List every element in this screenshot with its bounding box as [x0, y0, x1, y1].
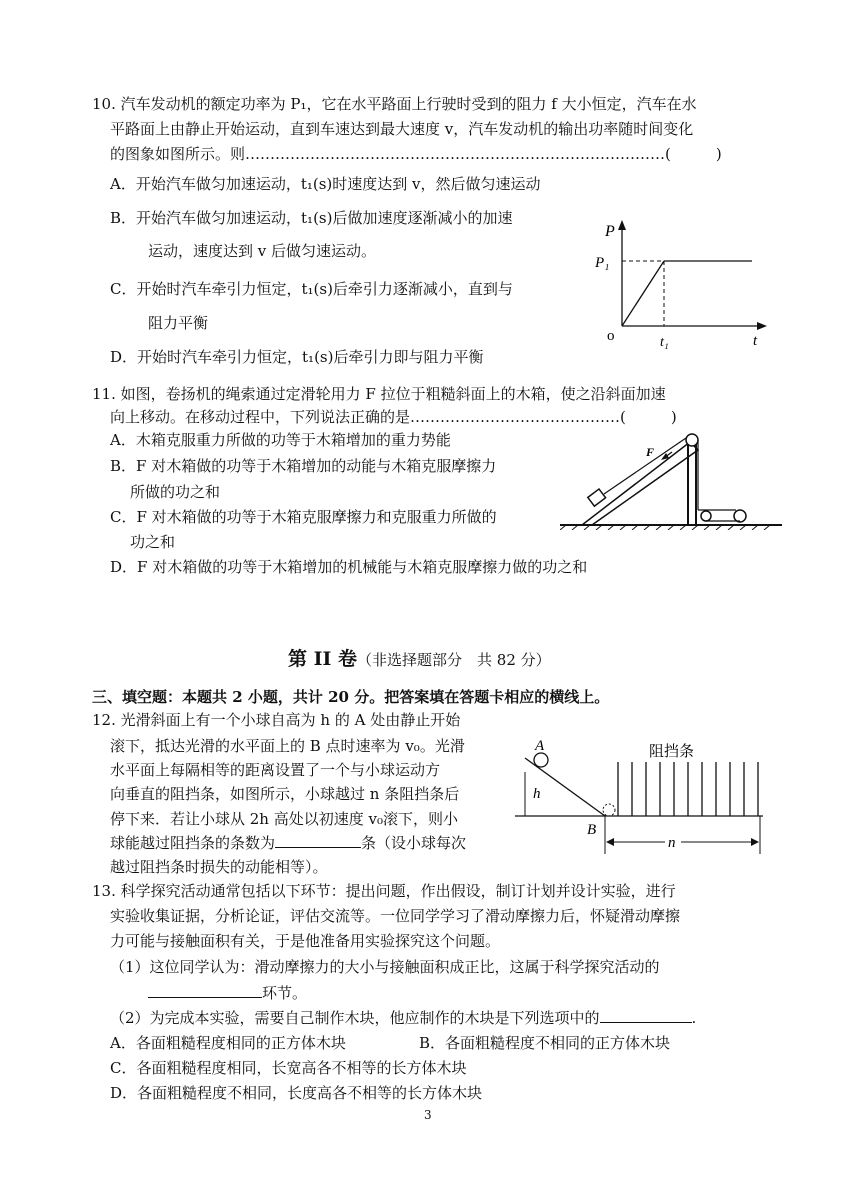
- q12-ramp-barrier-figure: [505, 728, 770, 858]
- p1-label: P₁: [595, 255, 610, 271]
- label-n: n: [668, 835, 676, 851]
- part2-title: 第 II 卷: [288, 648, 358, 670]
- q13-sub1-answer-blank[interactable]: [148, 983, 262, 998]
- section3-heading: 三、填空题：本题共 2 小题，共计 20 分。把答案填在答题卡相应的横线上。: [92, 688, 610, 706]
- q13-option-a: A．各面粗糙程度相同的正方体木块: [110, 1034, 346, 1052]
- part2-heading: [288, 644, 551, 671]
- q11-option-b-line1: B．F 对木箱做的功等于木箱增加的动能与木箱克服摩擦力: [110, 457, 497, 475]
- q12-stem-line2: 滚下，抵达光滑的水平面上的 B 点时速率为 v₀。光滑: [110, 737, 465, 755]
- q10-option-c-line2: 阻力平衡: [148, 314, 209, 332]
- q13-option-d: D．各面粗糙程度不相同，长度高各不相等的长方体木块: [110, 1084, 483, 1102]
- q12-stem-line7: 越过阻挡条时损失的动能相等）。: [110, 858, 328, 876]
- q10-option-b-line2: 运动，速度达到 v 后做匀速运动。: [148, 242, 377, 260]
- power-ramp-line: [622, 261, 664, 326]
- q10-stem-line3: 的图象如图所示。则…………………………………………………………………………( ): [110, 145, 722, 163]
- q13-sub2: [110, 1008, 696, 1029]
- q10-option-d: D．开始时汽车牵引力恒定，t₁(s)后牵引力即与阻力平衡: [110, 348, 484, 366]
- winch-wheel-left: [701, 511, 711, 521]
- wooden-box: [588, 489, 606, 506]
- q12-stem-line4: 向垂直的阻挡条，如图所示，小球越过 n 条阻挡条后: [110, 785, 460, 803]
- q13-sub1: （1）这位同学认为：滑动摩擦力的大小与接触面积成正比，这属于科学探究活动的: [110, 958, 660, 976]
- q11-stem-line1: 11. 如图，卷扬机的绳索通过定滑轮用力 F 拉位于粗糙斜面上的木箱，使之沿斜面加速: [92, 385, 666, 403]
- x-axis-label: t: [753, 333, 758, 349]
- q13-sub2-answer-blank[interactable]: [600, 1008, 692, 1023]
- q10-power-time-graph: [585, 212, 785, 357]
- q13-stem-line3: 力可能与接触面积有关，于是他准备用实验探究这个问题。: [110, 932, 501, 950]
- force-label: F: [646, 445, 655, 459]
- ball-at-b: [603, 804, 615, 816]
- t1-label: t₁: [660, 335, 669, 350]
- q10-stem-line1: 10. 汽车发动机的额定功率为 P₁，它在水平路面上行驶时受到的阻力 f 大小恒定，汽车在水: [92, 95, 697, 113]
- q12-line6-end: 条（设小球每次: [361, 834, 467, 852]
- winch-drum: [734, 510, 746, 522]
- distance-arrow-right: [751, 838, 759, 846]
- barrier-strips: [618, 762, 758, 816]
- incline-plank: [582, 442, 698, 525]
- part2-subtitle: （非选择题部分 共 82 分）: [357, 651, 551, 669]
- q11-stem-line2: 向上移动。在移动过程中，下列说法正确的是……………………………………( ): [110, 408, 677, 426]
- q13-option-c: C．各面粗糙程度相同，长宽高各不相等的长方体木块: [110, 1059, 467, 1077]
- q12-stem-line3: 水平面上每隔相等的距离设置了一个与小球运动方: [110, 761, 441, 779]
- label-a: A: [535, 738, 545, 754]
- q12-stem-line6: [110, 833, 466, 854]
- distance-arrow-left: [606, 838, 614, 846]
- q13-sub2-text: （2）为完成本实验，需要自己制作木块，他应制作的木块是下列选项中的: [110, 1009, 600, 1027]
- q13-sub1-end: 环节。: [262, 984, 308, 1002]
- y-axis-label: P: [605, 223, 615, 240]
- fixed-pulley: [686, 434, 698, 446]
- q12-line6-start: 球能越过阻挡条的条数为: [110, 834, 276, 852]
- label-b: B: [587, 822, 597, 838]
- label-h: h: [533, 786, 541, 802]
- q11-option-b-line2: 所做的功之和: [130, 483, 221, 501]
- ball-at-a: [534, 753, 548, 767]
- q13-sub1-line2: [148, 983, 307, 1004]
- q12-stem-line1: 12. 光滑斜面上有一个小球自高为 h 的 A 处由静止开始: [92, 711, 461, 729]
- rope-incline: [604, 438, 686, 494]
- q12-stem-line5: 停下来．若让小球从 2h 高处以初速度 v₀滚下，则小: [110, 810, 458, 828]
- q13-option-b: B．各面粗糙程度不相同的正方体木块: [419, 1034, 671, 1052]
- q13-stem-line2: 实验收集证据，分析论证，评估交流等。一位同学学习了滑动摩擦力后，怀疑滑动摩擦: [110, 907, 681, 925]
- q11-incline-winch-figure: [560, 430, 785, 530]
- q10-stem-line2: 平路面上由静止开始运动，直到车速达到最大速度 v，汽车发动机的输出功率随时间变化: [110, 120, 694, 138]
- q10-option-b-line1: B．开始汽车做匀加速运动，t₁(s)后做加速度逐渐减小的加速: [110, 209, 513, 227]
- q10-option-c-line1: C．开始时汽车牵引力恒定，t₁(s)后牵引力逐渐减小，直到与: [110, 280, 513, 298]
- q13-sub2-period: .: [691, 1009, 697, 1027]
- barrier-label: 阻挡条: [649, 744, 695, 760]
- q11-option-a: A．木箱克服重力所做的功等于木箱增加的重力势能: [110, 431, 451, 449]
- q12-answer-blank[interactable]: [275, 833, 361, 848]
- q11-option-c-line2: 功之和: [130, 533, 176, 551]
- q11-option-d: D．F 对木箱做的功等于木箱增加的机械能与木箱克服摩擦力做的功之和: [110, 558, 588, 576]
- q10-option-a: A．开始汽车做匀加速运动，t₁(s)时速度达到 v，然后做匀速运动: [110, 175, 541, 193]
- x-axis-arrow: [757, 322, 767, 330]
- y-axis-arrow: [618, 220, 626, 230]
- page-number: 3: [424, 1108, 432, 1122]
- origin-label: o: [607, 328, 615, 344]
- q13-stem-line1: 13. 科学探究活动通常包括以下环节：提出问题，作出假设，制订计划并设计实验，进行: [92, 882, 676, 900]
- q11-option-c-line1: C．F 对木箱做的功等于木箱克服摩擦力和克服重力所做的: [110, 508, 497, 526]
